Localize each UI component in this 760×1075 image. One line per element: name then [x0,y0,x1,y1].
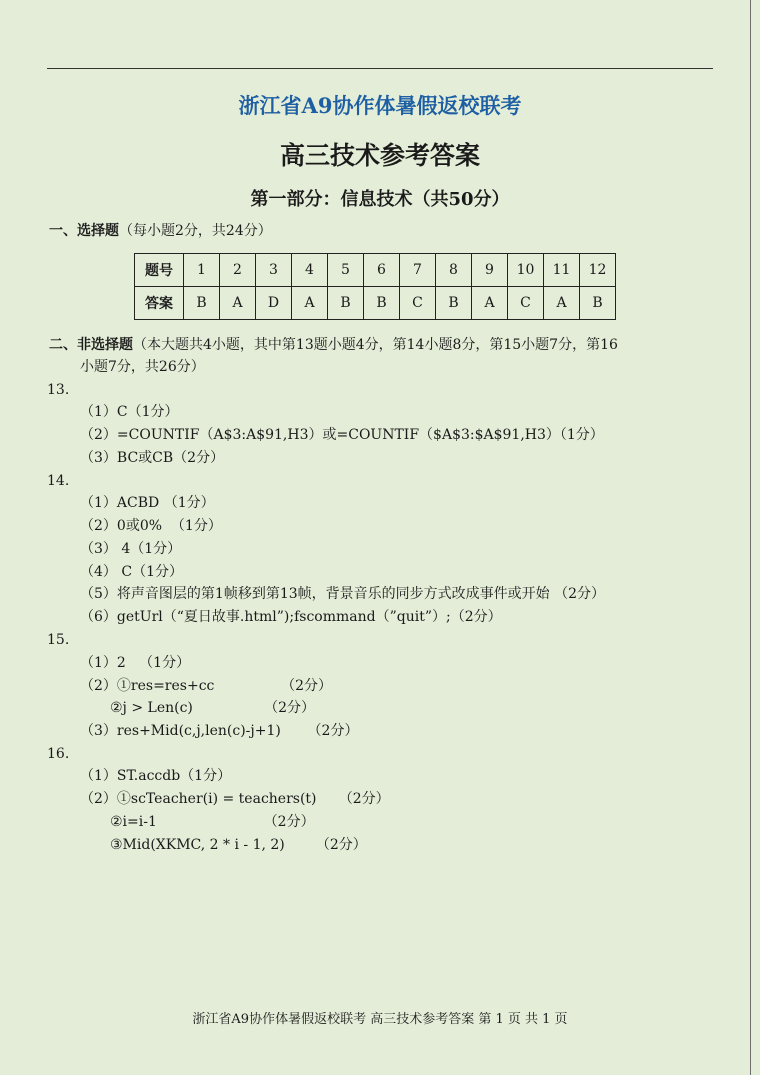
table-cell: D [256,287,292,320]
answer-15-2b: ②j > Len(c) （2分） [110,700,315,716]
table-cell: 7 [400,254,436,287]
answer-14-3: （3） 4（1分） [80,541,182,557]
table-cell: B [328,287,364,320]
table-cell: 12 [580,254,616,287]
table-row-answers [135,287,616,320]
question-14-number: 14. [47,473,70,489]
answer-15-1: （1）2 （1分） [80,655,191,671]
table-cell: 8 [436,254,472,287]
answer-table [134,253,616,320]
answer-16-1: （1）ST.accdb（1分） [80,768,232,784]
table-cell: 1 [184,254,220,287]
table-cell: 10 [508,254,544,287]
table-cell: 5 [328,254,364,287]
answer-13-3: （3）BC或CB（2分） [80,450,225,466]
table-cell: B [436,287,472,320]
answer-15-3: （3）res+Mid(c,j,len(c)-j+1) （2分） [80,723,359,739]
section2-desc-line1: （本大题共4小题，其中第13题小题4分，第14小题8分，第15小题7分，第16 [133,337,618,353]
section2-heading [49,334,717,378]
answer-14-6: （6）getUrl（“夏日故事.html”);fscommand（”quit”）;（2分） [80,609,502,625]
table-cell: 9 [472,254,508,287]
table-row-numbers [135,254,616,287]
table-cell: A [472,287,508,320]
answer-14-1: （1）ACBD （1分） [80,495,215,511]
answer-14-5: （5）将声音图层的第1帧移到第13帧，背景音乐的同步方式改成事件或开始 （2分） [80,586,605,602]
answer-13-1: （1）C（1分） [80,404,179,420]
org-title: 浙江省A9协作体暑假返校联考 [238,93,522,118]
table-cell: A [544,287,580,320]
section1-heading [49,220,272,242]
table-cell: B [184,287,220,320]
table-cell: 4 [292,254,328,287]
table-cell: B [364,287,400,320]
question-16-number: 16. [47,746,70,762]
answer-16-2a: （2）①scTeacher(i) = teachers(t) （2分） [80,791,390,807]
table-cell: C [508,287,544,320]
table-cell: 3 [256,254,292,287]
answer-15-2a: （2）①res=res+cc （2分） [80,678,333,694]
table-cell: B [580,287,616,320]
answer-13-2: （2）=COUNTIF（A$3:A$91,H3）或=COUNTIF（$A$3:$A$91,H3）（1分） [80,427,604,443]
main-title: 高三技术参考答案 [279,141,480,170]
question-13-number: 13. [47,382,70,398]
table-cell: A [292,287,328,320]
part-title: 第一部分：信息技术（共50分） [250,189,510,210]
page-footer: 浙江省A9协作体暑假返校联考 高三技术参考答案 第 1 页 共 1 页 [192,1012,568,1027]
question-15-number: 15. [47,632,70,648]
answer-16-2c: ③Mid(XKMC, 2 * i - 1, 2) （2分） [110,837,367,853]
section1-title: 一、选择题 [49,223,119,239]
answer-14-4: （4） C（1分） [80,564,183,580]
answer-14-2: （2）0或0% （1分） [80,518,222,534]
table-header-number: 题号 [135,254,184,287]
table-cell: 2 [220,254,256,287]
table-header-answer: 答案 [135,287,184,320]
table-cell: 6 [364,254,400,287]
section1-desc: （每小题2分，共24分） [119,223,272,239]
section2-title: 二、非选择题 [49,337,133,353]
section2-desc-line2: 小题7分，共26分） [80,359,205,375]
answer-16-2b: ②i=i-1 （2分） [110,814,315,830]
table-cell: A [220,287,256,320]
header-rule [47,68,713,69]
table-cell: 11 [544,254,580,287]
table-cell: C [400,287,436,320]
